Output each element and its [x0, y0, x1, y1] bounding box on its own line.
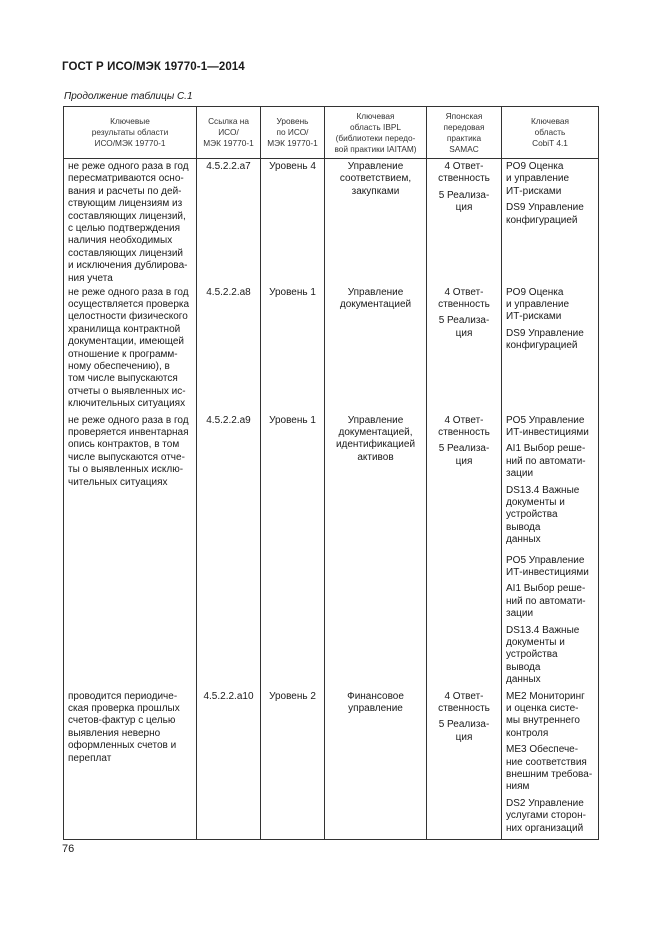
- cell-ibpl: Управление соответствием, закупками: [325, 159, 427, 287]
- cobit-item: AI1 Выбор реше- ний по автомати- зации: [506, 443, 586, 480]
- table-header-row: [64, 107, 599, 159]
- cell-cobit: [502, 159, 599, 287]
- cobit-item: PO9 Оценка и управление ИТ-рисками: [506, 161, 570, 197]
- cell-level: Уровень 1: [261, 287, 325, 415]
- column-header-ibpl: Ключевая область IBPL (библиотеки передо- вой практики IAITAM): [325, 107, 427, 159]
- cell-ibpl: Управление документацией, идентификацией активов: [325, 415, 427, 691]
- cobit-item: DS13.4 Важные документы и устройства вывода данных: [506, 484, 580, 546]
- column-header-reference: Ссылка на ИСО/ МЭК 19770-1: [197, 107, 261, 159]
- table-caption: Продолжение таблицы С.1: [64, 91, 193, 102]
- page-number: 76: [62, 843, 75, 855]
- cell-ibpl: Финансовое управление: [325, 691, 427, 840]
- data-table: [63, 106, 599, 840]
- samac-item: 5 Реализа- ция: [438, 719, 490, 743]
- cell-cobit: [502, 287, 599, 415]
- cobit-item: PO9 Оценка и управление ИТ-рисками: [506, 286, 570, 323]
- cobit-item: DS9 Управление конфигурацией: [506, 202, 584, 226]
- cell-result: проводится периодиче- ская проверка прошлых счетов-фактур с целью выявления неверно оформленных счетов и переплат: [64, 691, 197, 840]
- cell-ibpl: Управление документацией: [325, 287, 427, 415]
- cell-reference: 4.5.2.2.a8: [197, 287, 261, 415]
- samac-item: 5 Реализа- ция: [438, 189, 490, 214]
- cell-samac: [427, 287, 502, 415]
- cell-level: Уровень 2: [261, 691, 325, 840]
- column-header-results: Ключевые результаты области ИСО/МЭК 19770-1: [64, 107, 197, 159]
- cobit-item: PO5 Управление ИТ-инвестициями: [506, 414, 589, 438]
- cobit-item: DS9 Управление конфигурацией: [506, 327, 584, 352]
- cobit-item: ME2 Мониторинг и оценка систе- мы внутреннего контроля: [506, 690, 585, 739]
- samac-item: 4 Ответ- ственность: [438, 286, 490, 310]
- cell-samac: [427, 415, 502, 691]
- cobit-item: ME3 Обеспече- ние соответствия внешним требова- ниям: [506, 744, 593, 793]
- cell-level: Уровень 4: [261, 159, 325, 287]
- cobit-item: DS13.4 Важные документы и устройства вывода данных: [506, 624, 580, 686]
- cell-result: не реже одного раза в год пересматриваются осно- вания и расчеты по дей- ствующим лицензиям из составляющих лицензий, с целью подтверждения наличия необходимых составляющих лицензий и исключения дублирова- ния учета: [64, 159, 197, 287]
- cell-reference: 4.5.2.2.a7: [197, 159, 261, 287]
- cell-samac: [427, 159, 502, 287]
- cell-level: Уровень 1: [261, 415, 325, 691]
- cell-result: не реже одного раза в год проверяется инвентарная опись контрактов, в том числе выпускаются отче- ты о выявленных исклю- чительных ситуациях: [64, 415, 197, 691]
- column-header-samac: Японская передовая практика SAMAC: [427, 107, 502, 159]
- cell-result: не реже одного раза в год осуществляется проверка целостности физического хранилища контрактной документации, имеющей отношение к программ- ному обеспечению), в том числе выпускаются отчеты о выявленных ис- ключительных ситуациях: [64, 287, 197, 415]
- cobit-item: PO5 Управление ИТ-инвестициями: [506, 554, 589, 578]
- samac-item: 4 Ответ- ственность: [438, 690, 490, 715]
- samac-item: 5 Реализа- ция: [438, 315, 490, 339]
- samac-item: 4 Ответ- ственность: [438, 161, 490, 185]
- cell-reference: 4.5.2.2.a10: [197, 691, 261, 840]
- cell-cobit: [502, 691, 599, 840]
- cobit-item: DS2 Управление услугами сторон- них организаций: [506, 797, 586, 834]
- cobit-item: AI1 Выбор реше- ний по автомати- зации: [506, 583, 586, 620]
- document-title: ГОСТ Р ИСО/МЭК 19770-1—2014: [62, 61, 245, 73]
- cell-reference: 4.5.2.2.a9: [197, 415, 261, 691]
- table-row: [64, 159, 599, 287]
- samac-item: 4 Ответ- ственность: [438, 414, 490, 438]
- cell-cobit: [502, 415, 599, 691]
- table-row: [64, 287, 599, 415]
- samac-item: 5 Реализа- ция: [438, 443, 490, 467]
- table-row: [64, 691, 599, 840]
- column-header-cobit: Ключевая область CobiT 4.1: [502, 107, 599, 159]
- table-row: [64, 415, 599, 691]
- column-header-level: Уровень по ИСО/ МЭК 19770-1: [261, 107, 325, 159]
- cell-samac: [427, 691, 502, 840]
